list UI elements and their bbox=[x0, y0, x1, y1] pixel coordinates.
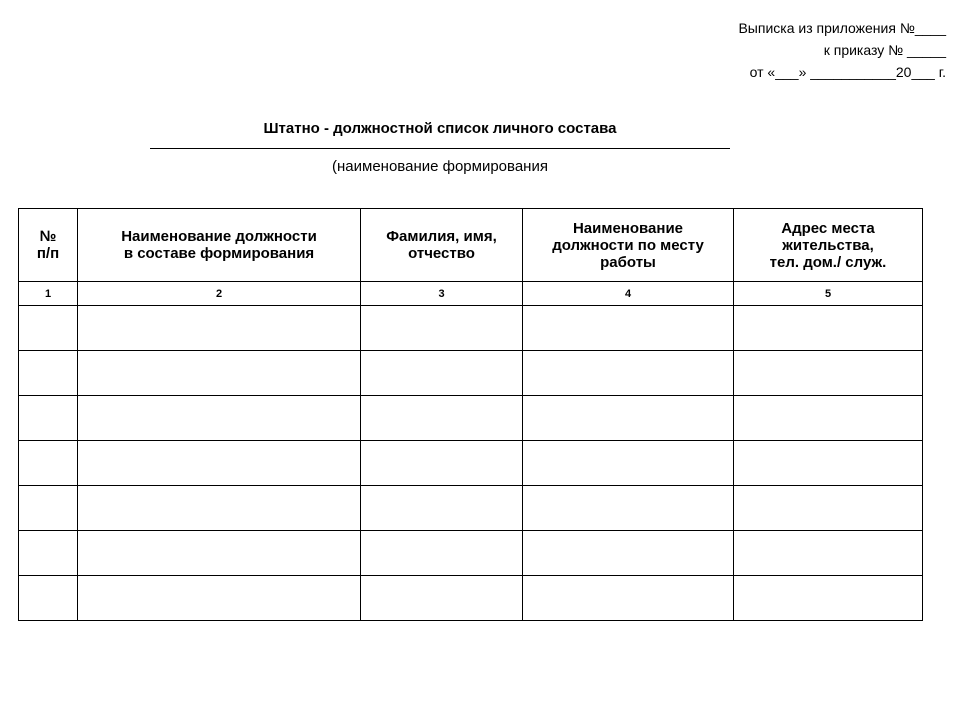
table-row bbox=[19, 351, 923, 396]
table-cell bbox=[78, 531, 361, 576]
table-cell bbox=[734, 576, 923, 621]
table-cell bbox=[523, 576, 734, 621]
table-cell bbox=[361, 396, 523, 441]
table-cell bbox=[361, 441, 523, 486]
table-cell bbox=[734, 396, 923, 441]
document-title: Штатно - должностной список личного состава bbox=[263, 120, 617, 137]
column-number-cell: 2 bbox=[78, 282, 361, 306]
table-cell bbox=[78, 441, 361, 486]
column-number-cell: 4 bbox=[523, 282, 734, 306]
table-cell bbox=[19, 441, 78, 486]
table-row bbox=[19, 531, 923, 576]
table-cell bbox=[19, 486, 78, 531]
table-row bbox=[19, 441, 923, 486]
table-cell bbox=[523, 441, 734, 486]
table-cell bbox=[523, 351, 734, 396]
column-header-job-position: Наименование должности по месту работы bbox=[523, 209, 734, 282]
table-cell bbox=[361, 576, 523, 621]
formation-name-caption: (наименование формирования bbox=[332, 158, 548, 175]
table-cell bbox=[19, 306, 78, 351]
table-row bbox=[19, 576, 923, 621]
table-cell bbox=[361, 306, 523, 351]
table-body bbox=[19, 282, 923, 621]
formation-name-line bbox=[150, 148, 730, 149]
column-number-cell: 5 bbox=[734, 282, 923, 306]
column-number-cell: 3 bbox=[361, 282, 523, 306]
table-cell bbox=[19, 351, 78, 396]
table-row bbox=[19, 486, 923, 531]
table-cell bbox=[361, 486, 523, 531]
table-cell bbox=[78, 396, 361, 441]
table-cell bbox=[734, 441, 923, 486]
table-cell bbox=[19, 576, 78, 621]
column-header-full-name: Фамилия, имя, отчество bbox=[361, 209, 523, 282]
document-header bbox=[738, 17, 946, 83]
column-number-row bbox=[19, 282, 923, 306]
table-cell bbox=[78, 486, 361, 531]
column-header-address-phone: Адрес места жительства, тел. дом./ служ. bbox=[734, 209, 923, 282]
table-cell bbox=[19, 531, 78, 576]
header-line-date: от «___» ___________20___ г. bbox=[749, 64, 946, 80]
table-cell bbox=[19, 396, 78, 441]
column-header-position: Наименование должности в составе формирования bbox=[78, 209, 361, 282]
table-cell bbox=[734, 486, 923, 531]
table-cell bbox=[523, 486, 734, 531]
table-cell bbox=[523, 531, 734, 576]
table-row bbox=[19, 306, 923, 351]
table-cell bbox=[523, 306, 734, 351]
table-cell bbox=[734, 351, 923, 396]
table-cell bbox=[78, 576, 361, 621]
table-header-row bbox=[19, 209, 923, 282]
table-cell bbox=[78, 306, 361, 351]
table-cell bbox=[78, 351, 361, 396]
table-cell bbox=[734, 531, 923, 576]
header-line-order: к приказу № _____ bbox=[823, 42, 946, 58]
column-number-cell: 1 bbox=[19, 282, 78, 306]
staff-table bbox=[18, 208, 923, 621]
table-cell bbox=[523, 396, 734, 441]
table-cell bbox=[361, 351, 523, 396]
table-header bbox=[19, 209, 923, 282]
table-row bbox=[19, 396, 923, 441]
table-cell bbox=[361, 531, 523, 576]
document-title-block bbox=[120, 118, 760, 177]
column-header-number: № п/п bbox=[19, 209, 78, 282]
header-line-appendix: Выписка из приложения №____ bbox=[738, 20, 946, 36]
table-cell bbox=[734, 306, 923, 351]
